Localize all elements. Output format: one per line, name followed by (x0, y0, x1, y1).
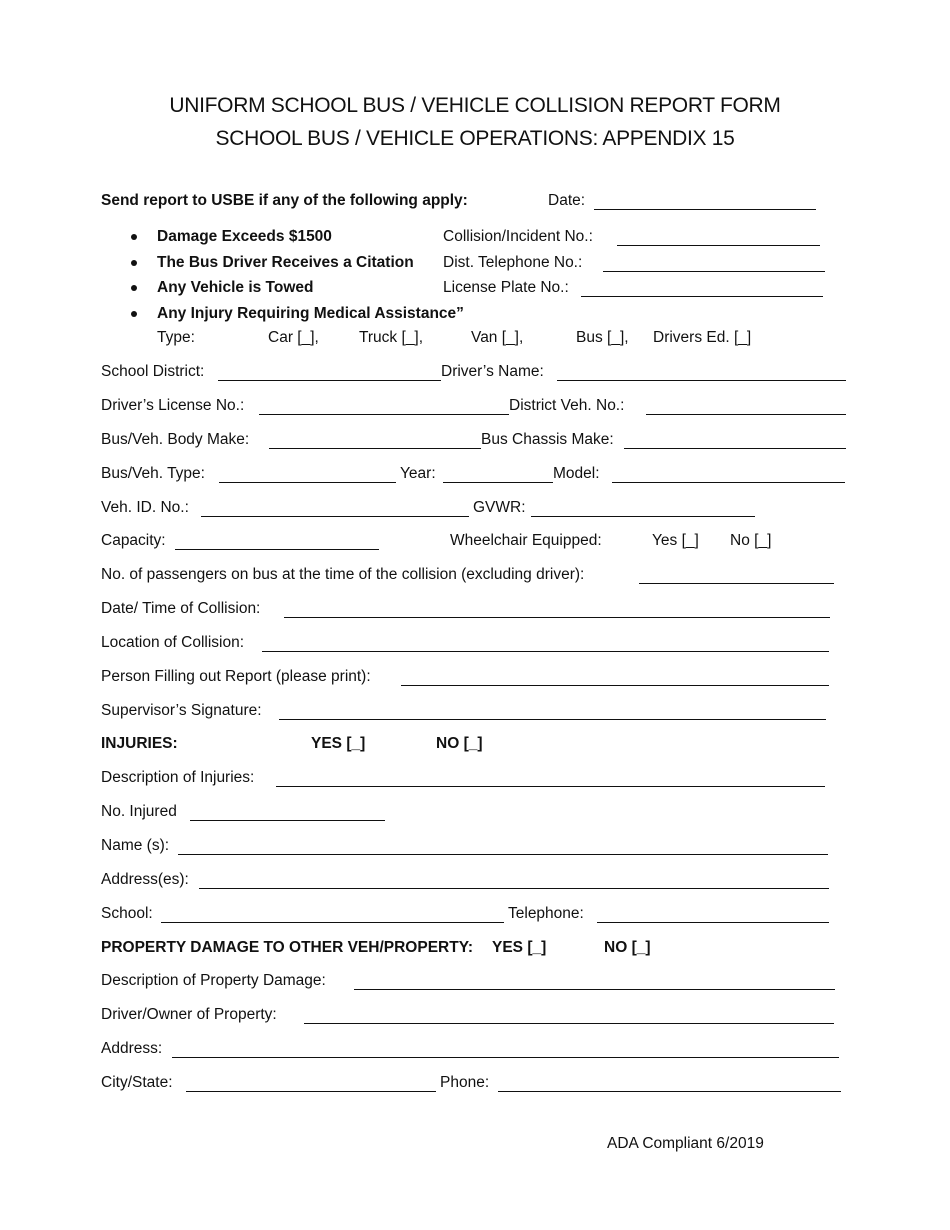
passengers-field[interactable] (639, 583, 834, 584)
checkbox[interactable] (346, 735, 365, 752)
veh-id-label: Veh. ID. No.: (101, 499, 189, 516)
injured-addresses-label: Address(es): (101, 871, 189, 888)
model-label: Model: (553, 465, 600, 482)
checkbox[interactable] (402, 329, 419, 346)
model-field[interactable] (612, 482, 845, 483)
person-field[interactable] (401, 685, 829, 686)
injured-names-field[interactable] (178, 854, 828, 855)
date-field[interactable] (594, 209, 816, 210)
checkbox[interactable] (754, 532, 771, 549)
veh-type-field[interactable] (219, 482, 396, 483)
injury-description-label: Description of Injuries: (101, 769, 255, 786)
injury-description-field[interactable] (276, 786, 825, 787)
injuries-yes-option[interactable] (311, 734, 365, 754)
collision-no-label: Collision/Incident No.: (443, 228, 593, 245)
capacity-field[interactable] (175, 549, 379, 550)
veh-id-field[interactable] (201, 516, 469, 517)
gvwr-label: GVWR: (473, 499, 526, 516)
checkbox[interactable] (297, 329, 314, 346)
year-label: Year: (400, 465, 436, 482)
checkbox[interactable] (734, 329, 751, 346)
checkbox[interactable] (502, 329, 519, 346)
dist-phone-label: Dist. Telephone No.: (443, 254, 583, 271)
passengers-label: No. of passengers on bus at the time of the collision (excluding driver): (101, 566, 585, 583)
option-label: Yes (652, 532, 678, 549)
body-make-field[interactable] (269, 448, 481, 449)
ada-compliance-note: ADA Compliant 6/2019 (607, 1135, 764, 1152)
school-district-field[interactable] (218, 380, 441, 381)
drivers-license-field[interactable] (259, 414, 509, 415)
property-no-option[interactable] (604, 938, 651, 958)
condition-towed: Any Vehicle is Towed (157, 279, 314, 296)
city-state-field[interactable] (186, 1091, 436, 1092)
type-option-truck[interactable]: Truck [ _] , (359, 328, 423, 348)
checkbox[interactable] (607, 329, 624, 346)
district-veh-field[interactable] (646, 414, 846, 415)
option-label: Truck (359, 329, 398, 346)
drivers-name-label: Driver’s Name: (441, 363, 544, 380)
supervisor-label: Supervisor’s Signature: (101, 702, 262, 719)
owner-label: Driver/Owner of Property: (101, 1006, 277, 1023)
wheelchair-label: Wheelchair Equipped: (450, 532, 602, 549)
capacity-label: Capacity: (101, 532, 166, 549)
school-district-label: School District: (101, 363, 205, 380)
drivers-license-label: Driver’s License No.: (101, 397, 245, 414)
checkbox[interactable] (682, 532, 699, 549)
bullet (131, 234, 137, 240)
option-label: YES (492, 939, 524, 956)
form-title: UNIFORM SCHOOL BUS / VEHICLE COLLISION REPORT FORM (169, 94, 781, 117)
property-description-label: Description of Property Damage: (101, 972, 326, 989)
injured-count-label: No. Injured (101, 803, 177, 820)
collision-no-field[interactable] (617, 245, 820, 246)
checkbox[interactable] (464, 735, 483, 752)
injuries-no-option[interactable] (436, 734, 483, 754)
datetime-label: Date/ Time of Collision: (101, 600, 261, 617)
location-field[interactable] (262, 651, 829, 652)
type-option-van[interactable]: Van [ _] , (471, 328, 523, 348)
option-label: No (730, 532, 750, 549)
property-yes-option[interactable] (492, 938, 546, 958)
property-address-label: Address: (101, 1040, 163, 1057)
option-label: Van (471, 329, 498, 346)
veh-type-label: Bus/Veh. Type: (101, 465, 205, 482)
body-make-label: Bus/Veh. Body Make: (101, 431, 250, 448)
checkbox[interactable] (527, 939, 546, 956)
type-option-car[interactable]: Car [ _] , (268, 328, 319, 348)
option-label: Drivers Ed. (653, 329, 730, 346)
year-field[interactable] (443, 482, 553, 483)
wheelchair-yes-option[interactable] (652, 531, 699, 551)
school-field[interactable] (161, 922, 504, 923)
type-label: Type: (157, 329, 195, 346)
chassis-make-label: Bus Chassis Make: (481, 431, 614, 448)
city-state-label: City/State: (101, 1074, 173, 1091)
phone-field[interactable] (498, 1091, 841, 1092)
type-option-bus[interactable]: Bus [ _] , (576, 328, 629, 348)
gvwr-field[interactable] (531, 516, 755, 517)
injured-count-field[interactable] (190, 820, 385, 821)
form-subtitle: SCHOOL BUS / VEHICLE OPERATIONS: APPENDIX 15 (215, 127, 735, 150)
date-label: Date: (548, 192, 586, 209)
option-label: Car (268, 329, 293, 346)
option-label: NO (436, 735, 460, 752)
checkbox[interactable] (632, 939, 651, 956)
telephone-label: Telephone: (508, 905, 584, 922)
bullet (131, 285, 137, 291)
location-label: Location of Collision: (101, 634, 245, 651)
property-description-field[interactable] (354, 989, 835, 990)
option-label: NO (604, 939, 628, 956)
telephone-field[interactable] (597, 922, 829, 923)
wheelchair-no-option[interactable] (730, 531, 771, 551)
datetime-field[interactable] (284, 617, 830, 618)
bullet (131, 260, 137, 266)
license-plate-field[interactable] (581, 296, 823, 297)
property-damage-heading: PROPERTY DAMAGE TO OTHER VEH/PROPERTY: (101, 939, 474, 956)
property-address-field[interactable] (172, 1057, 839, 1058)
injuries-heading: INJURIES: (101, 735, 178, 752)
condition-citation: The Bus Driver Receives a Citation (157, 254, 414, 271)
bullet (131, 311, 137, 317)
drivers-name-field[interactable] (557, 380, 846, 381)
phone-label: Phone: (440, 1074, 490, 1091)
condition-injury: Any Injury Requiring Medical Assistance” (157, 305, 464, 322)
option-label: YES (311, 735, 343, 752)
owner-field[interactable] (304, 1023, 834, 1024)
license-plate-label: License Plate No.: (443, 279, 569, 296)
injured-names-label: Name (s): (101, 837, 170, 854)
condition-damage: Damage Exceeds $1500 (157, 228, 332, 245)
dist-phone-field[interactable] (603, 271, 825, 272)
chassis-make-field[interactable] (624, 448, 846, 449)
send-report-heading: Send report to USBE if any of the following apply: (101, 192, 468, 209)
person-label: Person Filling out Report (please print): (101, 668, 371, 685)
supervisor-signature-field[interactable] (279, 719, 826, 720)
school-label: School: (101, 905, 153, 922)
injured-addresses-field[interactable] (199, 888, 829, 889)
district-veh-label: District Veh. No.: (509, 397, 625, 414)
type-option-drivers-ed[interactable] (653, 328, 751, 348)
option-label: Bus (576, 329, 603, 346)
